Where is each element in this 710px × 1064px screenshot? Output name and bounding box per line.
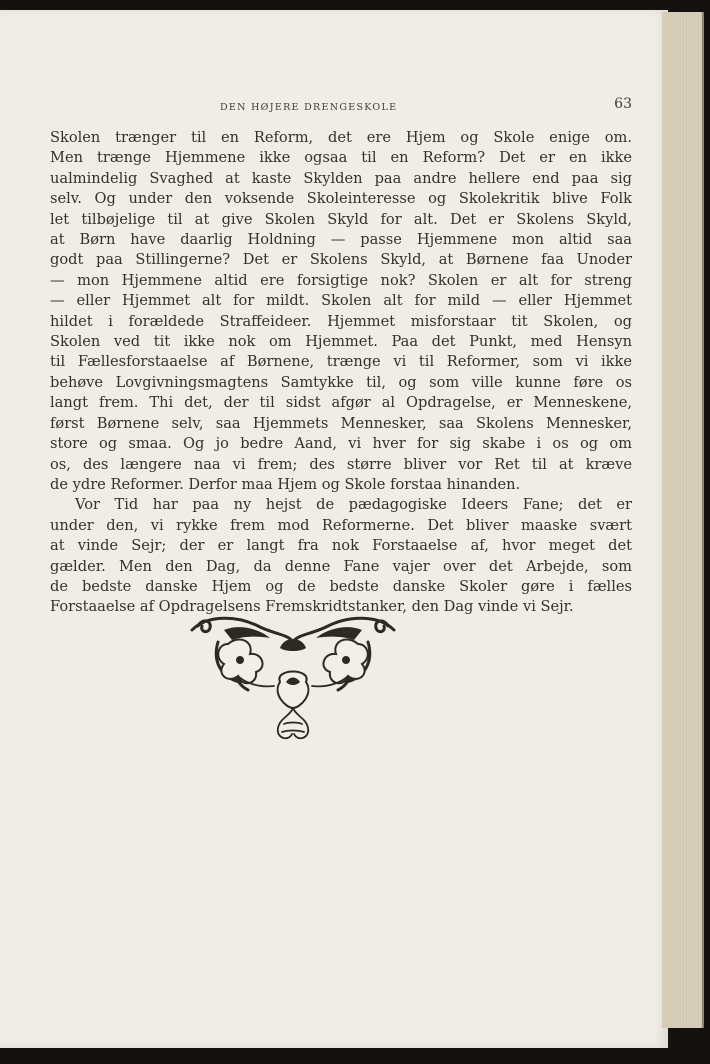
text-line: Vor Tid har paa ny hejst de pædagogiske Ideers Fane; det er [75, 496, 632, 514]
text-line: Skolen ved tit ikke nok om Hjemmet. Paa det Punkt, med Hensyn [50, 333, 632, 351]
text-line: de ydre Reformer. Derfor maa Hjem og Skole forstaa hinanden. [50, 475, 521, 493]
text-line: først Børnene selv, saa Hjemmets Mennesker, saa Skolens Mennesker, [50, 414, 632, 432]
text-line: — eller Hjemmet alt for mildt. Skolen alt for mild — eller Hjemmet [50, 292, 632, 310]
text-line: let tilbøjelige til at give Skolen Skyld for alt. Det er Skolens Skyld, [50, 210, 632, 228]
text-line: godt paa Stillingerne? Det er Skolens Skyld, at Børnene faa Unoder [50, 251, 632, 269]
body-text [50, 128, 632, 618]
text-line: store og smaa. Og jo bedre Aand, vi hver for sig skabe i os og om [50, 435, 632, 453]
text-line: at Børn have daarlig Holdning — passe Hjemmene mon altid saa [50, 231, 632, 249]
text-line: os, des længere naa vi frem; des større bliver vor Ret til at kræve [50, 455, 632, 473]
text-line: til Fællesforstaaelse af Børnene, trænge vi til Reformer, som vi ikke [50, 353, 632, 371]
page-edges [662, 12, 704, 1028]
floral-vignette-icon [188, 612, 398, 744]
text-line: hildet i forældede Straffeideer. Hjemmet misforstaar tit Skolen, og [50, 312, 632, 330]
text-line: — mon Hjemmene altid ere forsigtige nok? Skolen er alt for streng [50, 271, 632, 289]
text-line: Men trænge Hjemmene ikke ogsaa til en Reform? Det er en ikke [50, 149, 632, 167]
text-line: at vinde Sejr; der er langt fra nok Forstaaelse af, hvor meget det [50, 537, 632, 555]
page-number: 63 [614, 96, 632, 112]
text-line: Skolen trænger til en Reform, det ere Hjem og Skole enige om. [50, 129, 632, 146]
text-line: langt frem. Thi det, der til sidst afgør al Opdragelse, er Menneskene, [50, 394, 632, 412]
text-line: de bedste danske Hjem og de bedste danske Skoler gøre i fælles [50, 577, 632, 595]
text-line: Forstaaelse af Opdragelsens Fremskridtstanker, den Dag vinde vi Sejr. [50, 598, 574, 616]
text-line: ualmindelig Svaghed at kaste Skylden paa andre hellere end paa sig [50, 169, 632, 187]
text-line: selv. Og under den voksende Skoleinteresse og Skolekritik blive Folk [50, 190, 632, 208]
text-line: behøve Lovgivningsmagtens Samtykke til, og som ville kunne føre os [50, 373, 632, 391]
text-line: under den, vi rykke frem mod Reformerne. Det bliver maaske svært [50, 516, 632, 534]
text-line: gælder. Men den Dag, da denne Fane vajer over det Arbejde, som [50, 557, 632, 575]
running-head-title: DEN HØJERE DRENGESKOLE [220, 102, 398, 113]
